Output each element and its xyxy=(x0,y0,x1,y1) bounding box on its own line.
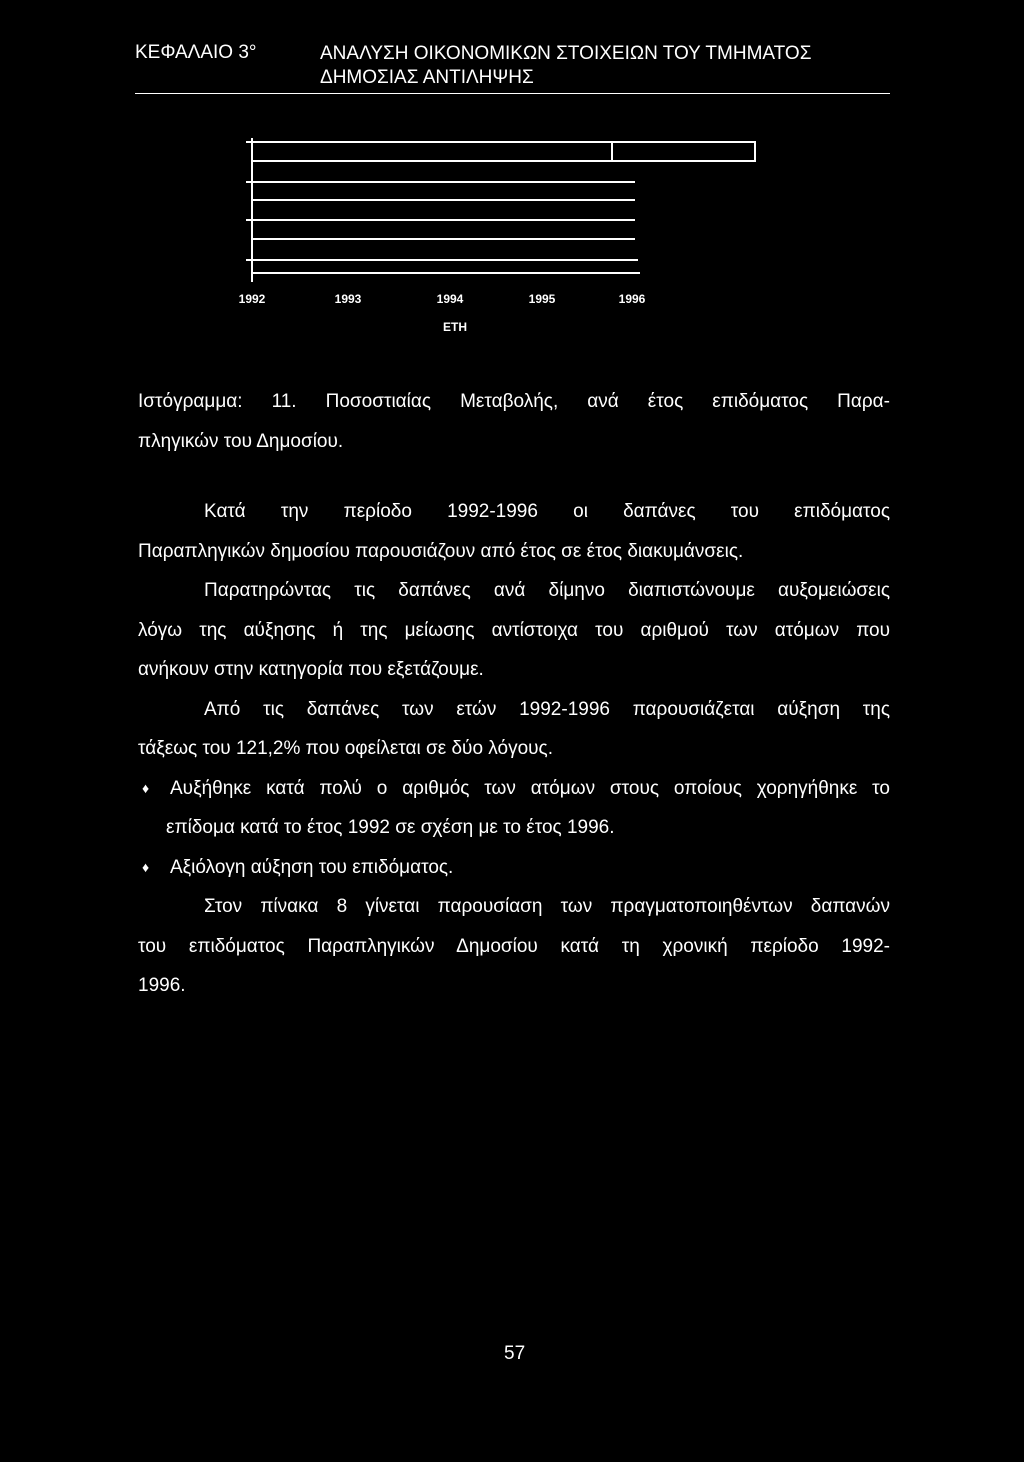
bullet-2-line1: Αξιόλογη αύξηση του επιδόματος. xyxy=(170,856,454,878)
x-tick-label-1996: 1996 xyxy=(618,292,646,306)
paragraph-3-line2: τάξεως του 121,2% που οφείλεται σε δύο λόγους. xyxy=(138,738,553,759)
caption-line2: πληγικών του Δημοσίου. xyxy=(138,431,344,452)
chart-caption xyxy=(138,382,890,462)
page-number: 57 xyxy=(504,1343,526,1364)
caption-word: Παρα- xyxy=(837,391,890,412)
x-tick-label-1994: 1994 xyxy=(436,292,464,306)
chapter-title xyxy=(320,42,811,90)
bullet-1-line2: επίδομα κατά το έτος 1992 σε σχέση με το έτος 1996. xyxy=(166,817,615,838)
closing-line3: 1996. xyxy=(138,975,186,996)
caption-word: επιδόματος xyxy=(712,391,809,412)
header-rule xyxy=(135,93,890,94)
caption-word: Μεταβολής, xyxy=(460,391,559,412)
x-axis-title: ΕΤΗ xyxy=(443,320,467,334)
caption-word: ανά xyxy=(587,391,619,412)
bar-fragment xyxy=(612,142,755,161)
bullet-item-2 xyxy=(142,848,890,888)
paragraph-3-line1: Από τις δαπάνες των ετών 1992-1996 παρουσιάζεται αύξηση της xyxy=(204,698,890,720)
bullet-diamond-icon: ♦ xyxy=(142,858,150,875)
closing-line1: Στον πίνακα 8 γίνεται παρουσίαση των πραγματοποιηθέντων δαπανών xyxy=(204,896,890,917)
caption-word: έτος xyxy=(647,391,684,412)
percentage-change-chart xyxy=(230,130,770,340)
caption-word: 11. xyxy=(271,391,297,412)
paragraph-2-line2: λόγω της αύξησης ή της μείωσης αντίστοιχα του αριθμού των ατόμων που xyxy=(138,619,890,641)
chapter-label: ΚΕΦΑΛΑΙΟ 3° xyxy=(135,42,257,63)
paragraph-2-line3: ανήκουν στην κατηγορία που εξετάζουμε. xyxy=(138,659,484,680)
x-tick-label-1992: 1992 xyxy=(238,292,266,306)
body-text xyxy=(138,492,890,1006)
closing-line2: του επιδόματος Παραπληγικών Δημοσίου κατά τη χρονική περίοδο 1992- xyxy=(138,935,890,957)
paragraph-2-line1: Παρατηρώντας τις δαπάνες ανά δίμηνο διαπιστώνουμε αυξομειώσεις xyxy=(204,580,890,601)
bullet-diamond-icon: ♦ xyxy=(142,779,150,796)
caption-word: Ιστόγραμμα: xyxy=(138,391,243,412)
caption-line1 xyxy=(138,382,890,422)
paragraph-1-line2: Παραπληγικών δημοσίου παρουσιάζουν από έτος σε έτος διακυμάνσεις. xyxy=(138,540,744,562)
chapter-title-line1: ΑΝΑΛΥΣΗ ΟΙΚΟΝΟΜΙΚΩΝ ΣΤΟΙΧΕΙΩΝ ΤΟΥ ΤΜΗΜΑΤΟΣ xyxy=(320,43,812,64)
bullet-item-1 xyxy=(142,769,890,809)
x-tick-label-1993: 1993 xyxy=(334,292,362,306)
paragraph-1-line1: Κατά την περίοδο 1992-1996 οι δαπάνες του επιδόματος xyxy=(204,501,890,522)
bullet-1-line1: Αυξήθηκε κατά πολύ ο αριθμός των ατόμων στους οποίους χορηγήθηκε το xyxy=(170,777,890,799)
caption-word: Ποσοστιαίας xyxy=(325,391,432,412)
chapter-title-line2: ΔΗΜΟΣΙΑΣ ΑΝΤΙΛΗΨΗΣ xyxy=(320,67,534,88)
x-tick-label-1995: 1995 xyxy=(528,292,556,306)
chart-graphic xyxy=(230,130,770,340)
